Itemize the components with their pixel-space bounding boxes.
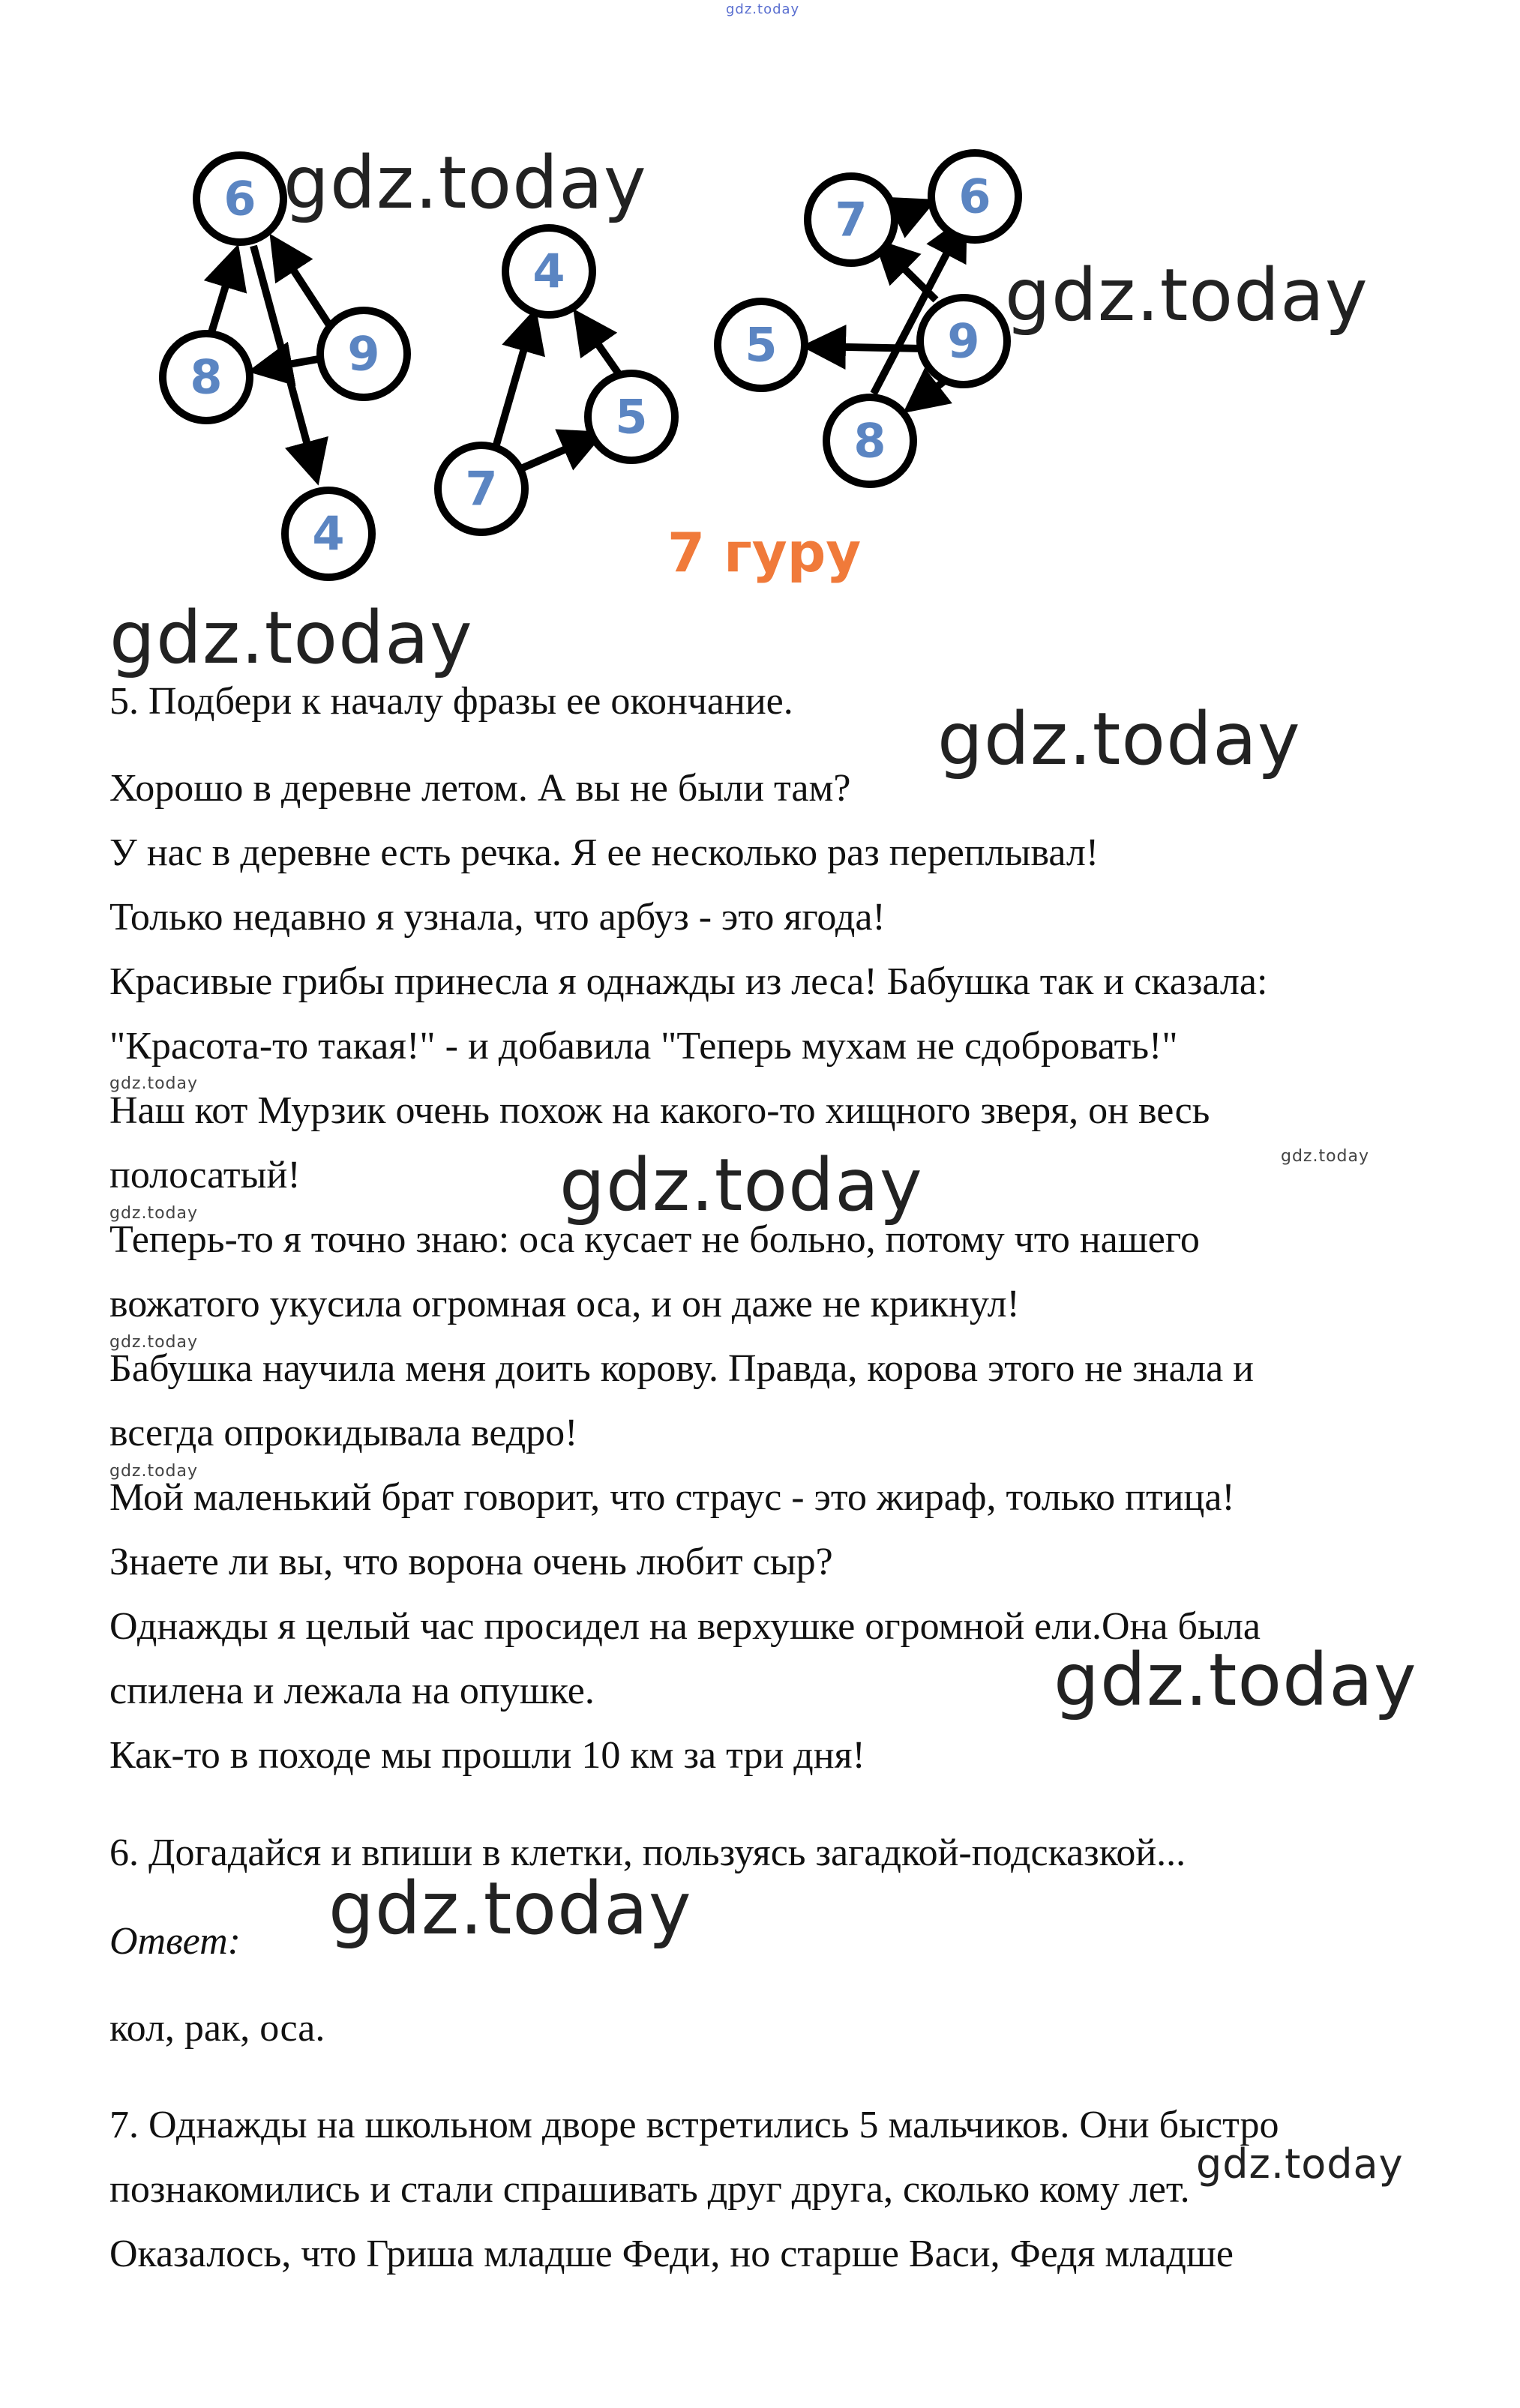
watermark-small-5: gdz.today	[109, 1462, 199, 1481]
task5-line: спилена и лежала на опушке.	[109, 1670, 595, 1712]
task7-line: Оказалось, что Гриша младше Феди, но старше Васи, Федя младше	[109, 2233, 1234, 2275]
svg-text:8: 8	[190, 349, 223, 405]
task5-line: У нас в деревне есть речка. Я ее несколько раз переплывал!	[109, 831, 1099, 874]
task5-line: "Красота-то такая!" - и добавила "Теперь мухам не сдобровать!"	[109, 1025, 1178, 1068]
edge-8-to-6	[210, 251, 236, 337]
task5-heading: 5. Подбери к началу фразы ее окончание.	[109, 680, 793, 723]
watermark-1: gdz.today	[283, 141, 647, 225]
task5-line: Как-то в походе мы прошли 10 км за три дня!	[109, 1734, 865, 1777]
task5-line: Хорошо в деревне летом. А вы не были там?	[109, 767, 851, 810]
node-9-graph1	[320, 310, 407, 397]
watermark-2: gdz.today	[1005, 253, 1369, 337]
task6-answer: кол, рак, оса.	[109, 2007, 325, 2050]
task5-line: Бабушка научила меня доить корову. Правда, корова этого не знала и	[109, 1347, 1255, 1390]
task7-line: познакомились и стали спрашивать друг друга, сколько кому лет.	[109, 2168, 1190, 2211]
svg-text:6: 6	[958, 169, 991, 224]
watermark-small-3: gdz.today	[109, 1204, 199, 1223]
watermark-4: gdz.today	[937, 697, 1301, 781]
node-5-graph3	[718, 301, 805, 388]
edge-7-to-6	[896, 202, 930, 217]
edge-9-to-5	[808, 346, 924, 349]
svg-text:7: 7	[835, 192, 868, 247]
edge-5-to-4	[577, 315, 619, 375]
task7-line: 7. Однажды на школьном дворе встретились 5 мальчиков. Они быстро	[109, 2104, 1279, 2146]
node-6-graph3	[931, 153, 1018, 240]
task5-line: всегда опрокидывала ведро!	[109, 1412, 578, 1454]
node-7-graph3	[808, 176, 895, 263]
watermark-7: gdz.today	[328, 1867, 692, 1951]
node-6-graph1	[196, 155, 283, 242]
svg-text:6: 6	[223, 171, 256, 226]
node-5-graph2	[588, 373, 675, 460]
task5-line: Красивые грибы принесла я однажды из леса! Бабушка так и сказала:	[109, 960, 1268, 1003]
task5-line: Только недавно я узнала, что арбуз - это ягода!	[109, 896, 886, 939]
node-4-graph1	[285, 490, 372, 577]
node-4-graph2	[505, 228, 592, 315]
task5-line: Мой маленький брат говорит, что страус - это жираф, только птица!	[109, 1476, 1235, 1519]
figure-caption: 7 гуру	[667, 521, 862, 584]
edge-7-to-4	[495, 315, 534, 450]
svg-text:5: 5	[615, 389, 648, 445]
task5-line: полосатый!	[109, 1154, 301, 1197]
svg-text:5: 5	[745, 317, 778, 373]
svg-text:4: 4	[532, 244, 565, 299]
svg-text:8: 8	[853, 413, 886, 469]
task6-answer-label: Ответ:	[109, 1920, 241, 1963]
watermark-8: gdz.today	[1196, 2140, 1404, 2188]
svg-text:4: 4	[312, 506, 345, 562]
task5-line: Теперь-то я точно знаю: оса кусает не больно, потому что нашего	[109, 1218, 1200, 1261]
watermark-small-1: gdz.today	[109, 1074, 199, 1093]
watermark-small-4: gdz.today	[109, 1333, 199, 1352]
task5-line: Наш кот Мурзик очень похож на какого-то хищного зверя, он весь	[109, 1089, 1210, 1132]
edge-7-to-5	[521, 435, 598, 469]
node-9-graph3	[920, 298, 1007, 385]
svg-text:7: 7	[465, 461, 498, 517]
svg-text:9: 9	[347, 326, 380, 382]
header-watermark: gdz.today	[726, 1, 800, 17]
task6-heading: 6. Догадайся и впиши в клетки, пользуясь загадкой-подсказкой...	[109, 1831, 1186, 1874]
task5-line: вожатого укусила огромная оса, и он даже не крикнул!	[109, 1283, 1020, 1325]
task5-line: Однажды я целый час просидел на верхушке огромной ели.Она была	[109, 1605, 1261, 1648]
svg-text:9: 9	[947, 313, 980, 369]
watermark-3: gdz.today	[109, 596, 473, 680]
watermark-5: gdz.today	[559, 1143, 923, 1227]
watermark-6: gdz.today	[1054, 1638, 1417, 1722]
node-8-graph1	[163, 334, 250, 421]
node-7-graph2	[438, 445, 525, 532]
edge-9-to-6	[274, 240, 330, 326]
node-8-graph3	[826, 397, 913, 484]
watermark-small-2: gdz.today	[1281, 1147, 1370, 1166]
task5-line: Знаете ли вы, что ворона очень любит сыр?	[109, 1541, 833, 1583]
